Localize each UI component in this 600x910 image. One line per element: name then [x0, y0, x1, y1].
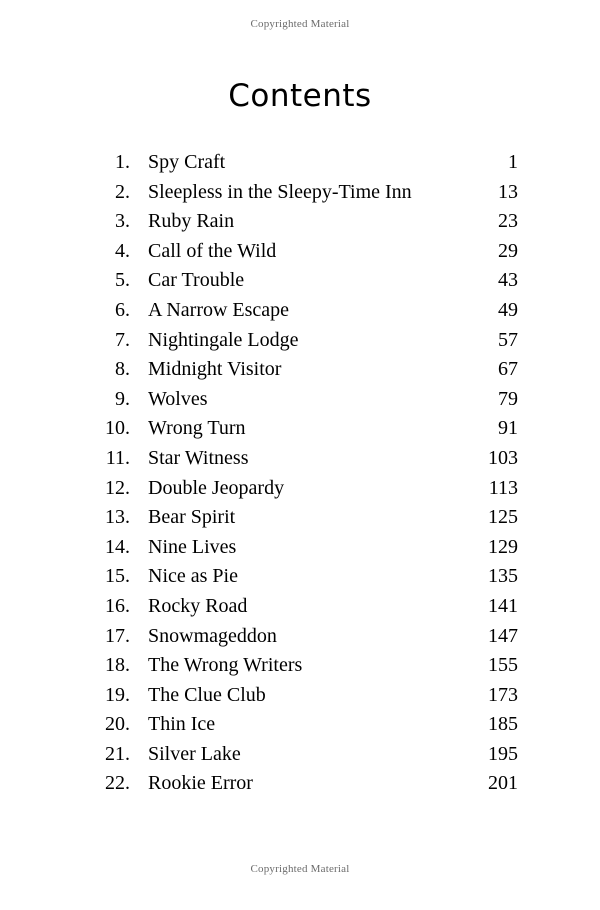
table-of-contents [78, 148, 518, 799]
toc-entry [78, 414, 518, 444]
toc-entry [78, 503, 518, 533]
toc-entry-number: 18. [105, 654, 130, 677]
toc-entry-number: 5. [115, 269, 130, 292]
toc-entry-page: 13 [498, 180, 518, 203]
toc-entry [78, 769, 518, 799]
toc-entry [78, 533, 518, 563]
toc-entry-title: The Wrong Writers [148, 654, 303, 677]
toc-entry-page: 23 [498, 210, 518, 233]
toc-entry-title: Rocky Road [148, 594, 248, 617]
toc-entry-number: 9. [115, 387, 130, 410]
toc-entry-title: Midnight Visitor [148, 358, 282, 381]
toc-entry [78, 562, 518, 592]
toc-entry-number: 19. [105, 683, 130, 706]
toc-entry-number: 17. [105, 624, 130, 647]
toc-entry-title: Wolves [148, 387, 208, 410]
toc-entry-page: 43 [498, 269, 518, 292]
toc-entry-number: 11. [105, 446, 130, 469]
toc-entry-page: 129 [488, 535, 518, 558]
toc-entry [78, 326, 518, 356]
toc-entry [78, 207, 518, 237]
toc-entry-title: Spy Craft [148, 151, 226, 173]
toc-entry [78, 592, 518, 622]
toc-entry-page: 201 [488, 772, 518, 795]
toc-entry-title: Thin Ice [148, 713, 216, 736]
toc-entry-title: Snowmageddon [148, 624, 277, 647]
toc-entry-title: Car Trouble [148, 269, 245, 292]
toc-entry-page: 125 [488, 506, 518, 529]
toc-entry-number: 4. [115, 239, 130, 262]
toc-entry-title: Star Witness [148, 446, 249, 469]
toc-entry-number: 6. [115, 298, 130, 321]
toc-entry-page: 57 [498, 328, 518, 351]
toc-entry-page: 135 [488, 565, 518, 588]
toc-entry-page: 1 [508, 151, 518, 173]
toc-entry-title: Double Jeopardy [148, 476, 285, 499]
toc-entry-title: Rookie Error [148, 772, 253, 795]
toc-entry-title: Bear Spirit [148, 506, 236, 529]
toc-entry [78, 681, 518, 711]
toc-entry [78, 740, 518, 770]
toc-entry-title: Silver Lake [148, 742, 241, 765]
toc-entry-title: Wrong Turn [148, 417, 246, 440]
page-title: Contents [228, 78, 372, 114]
toc-entry [78, 385, 518, 415]
toc-entry [78, 178, 518, 208]
toc-entry-page: 67 [498, 358, 518, 381]
toc-entry [78, 266, 518, 296]
toc-entry-page: 29 [498, 239, 518, 262]
toc-entry-number: 10. [105, 417, 130, 440]
toc-entry-title: Call of the Wild [148, 239, 277, 262]
toc-entry-number: 12. [105, 476, 130, 499]
toc-entry [78, 444, 518, 474]
toc-entry-title: Nine Lives [148, 535, 237, 558]
toc-entry-page: 141 [488, 594, 518, 617]
toc-entry-title: Nightingale Lodge [148, 328, 299, 351]
toc-entry [78, 148, 518, 178]
toc-entry-number: 1. [115, 151, 130, 173]
toc-entry [78, 237, 518, 267]
toc-entry-number: 8. [115, 358, 130, 381]
toc-entry [78, 474, 518, 504]
toc-entry-title: Ruby Rain [148, 210, 235, 233]
toc-entry-page: 91 [498, 417, 518, 440]
toc-entry-page: 49 [498, 298, 518, 321]
toc-entry-page: 147 [488, 624, 518, 647]
toc-entry [78, 710, 518, 740]
copyright-watermark-bottom: Copyrighted Material [250, 863, 350, 875]
toc-entry [78, 296, 518, 326]
toc-entry-page: 103 [488, 446, 518, 469]
toc-entry-number: 21. [105, 742, 130, 765]
toc-entry [78, 622, 518, 652]
toc-entry-number: 3. [115, 210, 130, 233]
toc-entry-page: 173 [488, 683, 518, 706]
toc-entry-title: Nice as Pie [148, 565, 238, 588]
toc-entry-page: 195 [488, 742, 518, 765]
toc-entry-number: 16. [105, 594, 130, 617]
toc-entry-page: 113 [488, 476, 518, 499]
toc-entry [78, 651, 518, 681]
toc-entry-number: 20. [105, 713, 130, 736]
toc-entry-number: 13. [105, 506, 130, 529]
toc-entry-number: 14. [105, 535, 130, 558]
toc-entry-page: 185 [488, 713, 518, 736]
toc-entry-number: 22. [105, 772, 130, 795]
toc-entry-title: Sleepless in the Sleepy-Time Inn [148, 180, 412, 203]
toc-entry-page: 79 [498, 387, 518, 410]
toc-entry [78, 355, 518, 385]
toc-entry-title: A Narrow Escape [148, 298, 290, 321]
toc-entry-page: 155 [488, 654, 518, 677]
toc-entry-number: 2. [115, 180, 130, 203]
copyright-watermark-top: Copyrighted Material [250, 18, 350, 30]
toc-entry-number: 7. [115, 328, 130, 351]
toc-entry-number: 15. [105, 565, 130, 588]
toc-entry-title: The Clue Club [148, 683, 266, 706]
